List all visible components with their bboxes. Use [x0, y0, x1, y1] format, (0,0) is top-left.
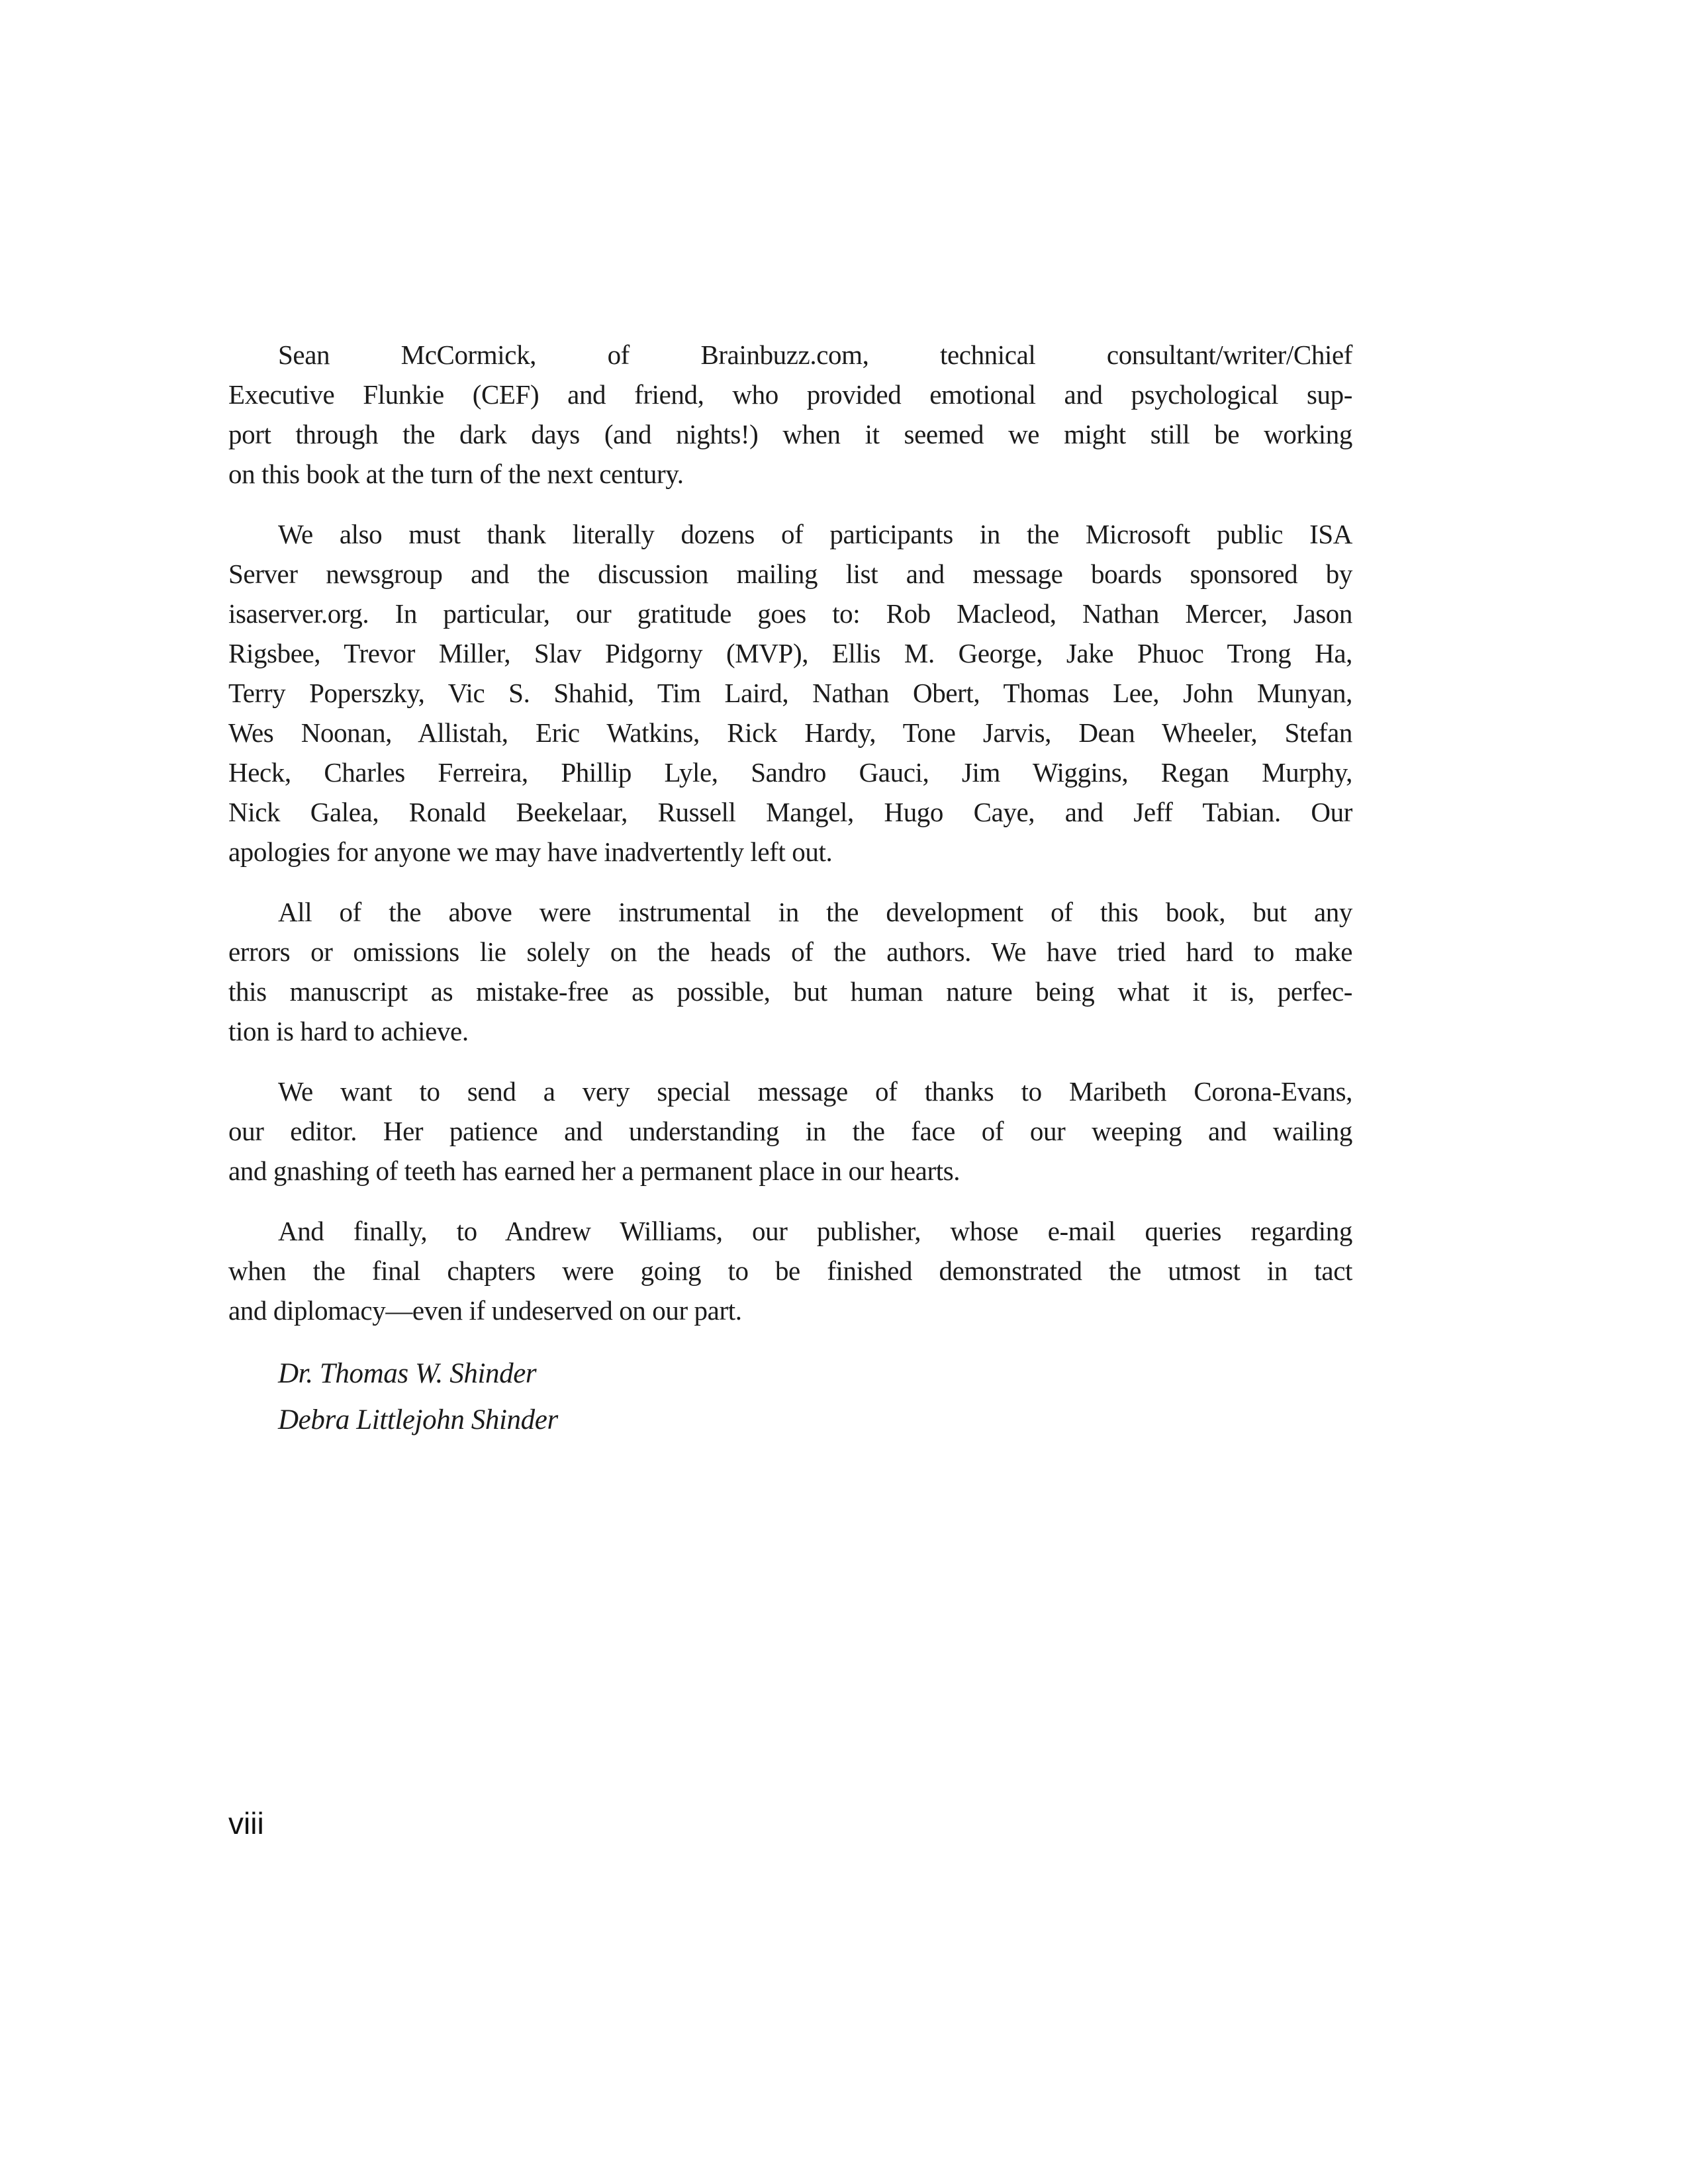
text-line: Nick Galea, Ronald Beekelaar, Russell Mangel, Hugo Caye, and Jeff Tabian. Our — [228, 797, 1352, 827]
text-line: All of the above were instrumental in the development of this book, but any — [278, 897, 1352, 927]
text-line: and gnashing of teeth has earned her a permanent place in our hearts. — [228, 1156, 961, 1186]
signature-block — [228, 1351, 1352, 1443]
text-line: Server newsgroup and the discussion mailing list and message boards sponsored by — [228, 559, 1352, 589]
paragraph — [228, 514, 1352, 872]
text-line: And finally, to Andrew Williams, our publisher, whose e-mail queries regarding — [278, 1216, 1352, 1246]
text-line: Terry Poperszky, Vic S. Shahid, Tim Laird, Nathan Obert, Thomas Lee, John Munyan, — [228, 678, 1352, 708]
paragraph — [228, 892, 1352, 1051]
paragraph — [228, 335, 1352, 494]
text-line: when the final chapters were going to be finished demonstrated the utmost in tact — [228, 1255, 1352, 1286]
page-number: viii — [228, 1806, 264, 1841]
signature-author-1: Dr. Thomas W. Shinder — [278, 1358, 537, 1389]
text-line: isaserver.org. In particular, our gratitude goes to: Rob Macleod, Nathan Mercer, Jason — [228, 598, 1352, 629]
acknowledgments-text-block — [228, 335, 1352, 1443]
text-line: Wes Noonan, Allistah, Eric Watkins, Rick Hardy, Tone Jarvis, Dean Wheeler, Stefan — [228, 717, 1352, 748]
paragraph — [228, 1071, 1352, 1191]
text-line: errors or omissions lie solely on the heads of the authors. We have tried hard to make — [228, 936, 1352, 967]
paragraphs-container — [228, 335, 1352, 1330]
text-line: We want to send a very special message of thanks to Maribeth Corona-Evans, — [278, 1076, 1352, 1107]
text-line: tion is hard to achieve. — [228, 1016, 469, 1046]
text-line: on this book at the turn of the next century. — [228, 459, 684, 489]
text-line: this manuscript as mistake-free as possible, but human nature being what it is, perfec- — [228, 976, 1352, 1007]
text-line: our editor. Her patience and understanding in the face of our weeping and wailing — [228, 1116, 1352, 1146]
text-line: Rigsbee, Trevor Miller, Slav Pidgorny (MVP), Ellis M. George, Jake Phuoc Trong Ha, — [228, 638, 1352, 668]
signature-author-2: Debra Littlejohn Shinder — [278, 1404, 558, 1435]
text-line: and diplomacy—even if undeserved on our part. — [228, 1295, 742, 1326]
text-line: apologies for anyone we may have inadvertently left out. — [228, 837, 833, 867]
paragraph — [228, 1211, 1352, 1330]
text-line: We also must thank literally dozens of participants in the Microsoft public ISA — [278, 519, 1352, 549]
text-line: Heck, Charles Ferreira, Phillip Lyle, Sandro Gauci, Jim Wiggins, Regan Murphy, — [228, 757, 1352, 788]
text-line: Executive Flunkie (CEF) and friend, who provided emotional and psychological sup- — [228, 379, 1352, 410]
text-line: port through the dark days (and nights!) when it seemed we might still be working — [228, 419, 1352, 449]
text-line: Sean McCormick, of Brainbuzz.com, technical consultant/writer/Chief — [278, 340, 1352, 370]
